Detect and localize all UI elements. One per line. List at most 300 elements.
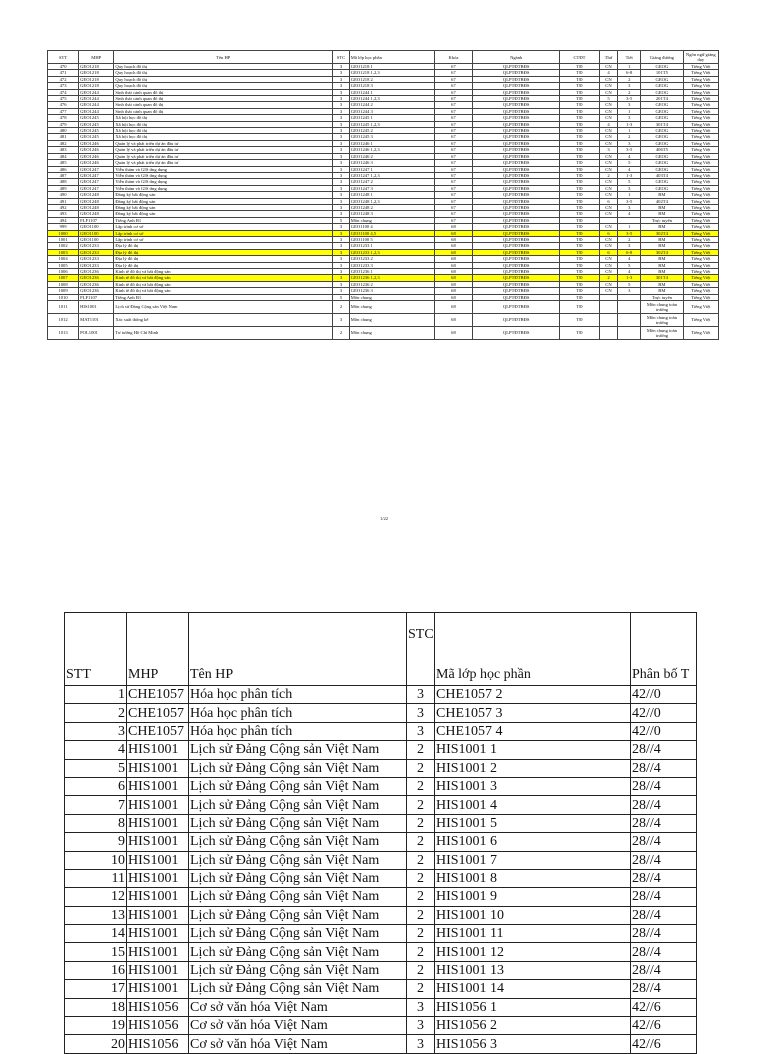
cell-tiet: 1	[618, 108, 641, 114]
header-ten-hp: Tên HP	[114, 51, 333, 64]
cell-mhp: HIS1001	[127, 741, 189, 759]
cell-mhp: GEO1233	[79, 262, 114, 268]
cell-mhp: HIS1001	[127, 869, 189, 887]
cell-ma-lop: GEO1247 3	[349, 185, 434, 191]
cell-ma-lop: GEO1248 2	[349, 204, 434, 210]
cell-tiet: 6-8	[618, 249, 641, 255]
cell-ctdt: TĐ	[560, 83, 599, 89]
cell-giang-duong: 101T5	[641, 70, 684, 76]
cell-ten-hp: Viễn thám và GIS ứng dụng	[114, 179, 333, 185]
cell-ngon-ngu: Tiếng Việt	[683, 204, 718, 210]
cell-stt: 19	[65, 1017, 127, 1035]
cell-ten-hp: Lịch sử Đảng Cộng sản Việt Nam	[189, 925, 407, 943]
cell-tiet	[618, 314, 641, 327]
cell-tiet: 4	[618, 211, 641, 217]
cell-ngon-ngu: Tiếng Việt	[683, 217, 718, 223]
cell-stt: 7	[65, 796, 127, 814]
cell-ctdt: TĐ	[560, 64, 599, 70]
cell-nganh: QLPTĐTBĐS	[473, 172, 560, 178]
cell-ngon-ngu: Tiếng Việt	[683, 160, 718, 166]
cell-stc: 3	[333, 211, 350, 217]
cell-tiet	[618, 327, 641, 340]
cell-ma-lop: GEO1244 1	[349, 89, 434, 95]
cell-thu: CN	[599, 166, 618, 172]
cell-stc: 3	[333, 70, 350, 76]
cell-phan-bo: 28//4	[631, 851, 697, 869]
cell-ma-lop: GEO1236 2	[349, 281, 434, 287]
cell-nganh: QLPTĐTBĐS	[473, 83, 560, 89]
cell-tiet: 1	[618, 64, 641, 70]
cell-mhp: GEO1233	[79, 249, 114, 255]
cell-thu: 5	[599, 96, 618, 102]
cell-khoa: 67	[434, 89, 472, 95]
cell-khoa: 67	[434, 147, 472, 153]
cell-khoa: 67	[434, 185, 472, 191]
cell-stt: 1011	[48, 301, 79, 314]
cell-ctdt: TĐ	[560, 166, 599, 172]
cell-mhp: HIS1001	[127, 906, 189, 924]
cell-ctdt: TĐ	[560, 121, 599, 127]
cell-thu: 6	[599, 230, 618, 236]
cell-khoa: 67	[434, 160, 472, 166]
cell-tiet: 5	[618, 281, 641, 287]
header-ma-lop: Mã lớp học phần	[435, 613, 631, 686]
cell-tiet: 6-8	[618, 70, 641, 76]
cell-khoa: 67	[434, 211, 472, 217]
cell-stt: 13	[65, 906, 127, 924]
cell-ten-hp: Cơ sở văn hóa Việt Nam	[189, 998, 407, 1016]
cell-ma-lop: GEO1246 3	[349, 160, 434, 166]
cell-stc: 3	[333, 108, 350, 114]
cell-ctdt: TĐ	[560, 70, 599, 76]
cell-ten-hp: Kinh tế đô thị và bất động sản	[114, 288, 333, 294]
cell-ngon-ngu: Tiếng Việt	[683, 102, 718, 108]
table-row	[65, 1035, 697, 1053]
cell-thu: CN	[599, 204, 618, 210]
cell-stc: 2	[407, 980, 435, 998]
cell-giang-duong: GEOG	[641, 140, 684, 146]
cell-nganh: QLPTĐTBĐS	[473, 243, 560, 249]
cell-stc: 3	[333, 160, 350, 166]
cell-tiet: 3-5	[618, 96, 641, 102]
cell-ma-lop: Môn chung	[349, 294, 434, 300]
cell-thu: CN	[599, 153, 618, 159]
cell-tiet: 3	[618, 288, 641, 294]
header-ngon-ngu: Ngôn ngữ giảng dạy	[683, 51, 718, 64]
cell-giang-duong: BM	[641, 262, 684, 268]
cell-ma-lop: GEO1244 1,2,3	[349, 96, 434, 102]
cell-ngon-ngu: Tiếng Việt	[683, 140, 718, 146]
cell-stt: 2	[65, 704, 127, 722]
cell-mhp: HIS1001	[127, 777, 189, 795]
cell-nganh: QLPTĐTBĐS	[473, 281, 560, 287]
cell-tiet: 3	[618, 140, 641, 146]
cell-ma-lop: HIS1056 1	[435, 998, 631, 1016]
cell-giang-duong: GEOG	[641, 64, 684, 70]
cell-stt: 487	[48, 172, 79, 178]
cell-stt: 1004	[48, 256, 79, 262]
cell-mhp: CHE1057	[127, 722, 189, 740]
cell-ma-lop: CHE1057 3	[435, 704, 631, 722]
cell-stt: 470	[48, 64, 79, 70]
cell-stc: 3	[333, 76, 350, 82]
cell-stc: 3	[333, 198, 350, 204]
cell-ten-hp: Quản lý và phát triển dự án đầu tư	[114, 153, 333, 159]
cell-mhp: GEO1247	[79, 185, 114, 191]
cell-ten-hp: Tiếng Anh B1	[114, 217, 333, 223]
cell-ten-hp: Xã hội học đô thị	[114, 128, 333, 134]
cell-giang-duong: Môn chung toàn trường	[641, 301, 684, 314]
header-mhp: MHP	[79, 51, 114, 64]
cell-ngon-ngu: Tiếng Việt	[683, 121, 718, 127]
cell-phan-bo: 42//6	[631, 1017, 697, 1035]
cell-giang-duong: BM	[641, 224, 684, 230]
cell-ma-lop: GEO1244 2	[349, 102, 434, 108]
cell-ma-lop: GEO1246 1,2,3	[349, 147, 434, 153]
cell-mhp: GEO1245	[79, 134, 114, 140]
cell-ten-hp: Lịch sử Đảng Cộng sản Việt Nam	[189, 759, 407, 777]
cell-phan-bo: 28//4	[631, 833, 697, 851]
cell-ten-hp: Hóa học phân tích	[189, 704, 407, 722]
cell-ten-hp: Lập trình cơ sở	[114, 236, 333, 242]
cell-stc: 2	[333, 301, 350, 314]
cell-stt: 473	[48, 83, 79, 89]
cell-stt: 1	[65, 686, 127, 704]
cell-stc: 3	[333, 121, 350, 127]
schedule-table-1	[47, 50, 719, 340]
cell-mhp: HIS1001	[79, 301, 114, 314]
cell-ten-hp: Viễn thám và GIS ứng dụng	[114, 172, 333, 178]
cell-stc: 2	[407, 796, 435, 814]
cell-ngon-ngu: Tiếng Việt	[683, 128, 718, 134]
cell-phan-bo: 28//4	[631, 980, 697, 998]
cell-ten-hp: Tiếng Anh B1	[114, 294, 333, 300]
cell-thu: 2	[599, 275, 618, 281]
cell-giang-duong: BM	[641, 256, 684, 262]
cell-stc: 3	[407, 1035, 435, 1053]
cell-ngon-ngu: Tiếng Việt	[683, 198, 718, 204]
cell-stt: 20	[65, 1035, 127, 1053]
cell-ten-hp: Sinh thái cảnh quan đô thị	[114, 89, 333, 95]
cell-ngon-ngu: Tiếng Việt	[683, 172, 718, 178]
cell-mhp: GEO1245	[79, 121, 114, 127]
cell-mhp: GEO1244	[79, 96, 114, 102]
cell-mhp: GEO1244	[79, 102, 114, 108]
cell-stc: 3	[333, 172, 350, 178]
cell-stc: 2	[407, 851, 435, 869]
cell-nganh: QLPTĐTBĐS	[473, 185, 560, 191]
cell-stt: 1002	[48, 243, 79, 249]
cell-khoa: 68	[434, 224, 472, 230]
cell-mhp: GEO1247	[79, 166, 114, 172]
cell-khoa: 68	[434, 288, 472, 294]
cell-nganh: QLPTĐTBĐS	[473, 224, 560, 230]
cell-phan-bo: 28//4	[631, 869, 697, 887]
cell-ctdt: TĐ	[560, 198, 599, 204]
cell-khoa: 67	[434, 179, 472, 185]
table-row	[65, 722, 697, 740]
cell-ngon-ngu: Tiếng Việt	[683, 288, 718, 294]
cell-thu: CN	[599, 288, 618, 294]
cell-mhp: HIS1001	[127, 833, 189, 851]
cell-giang-duong: BM	[641, 192, 684, 198]
header-ma-lop: Mã lớp học phần	[349, 51, 434, 64]
cell-nganh: QLPTĐTBĐS	[473, 70, 560, 76]
cell-stc: 3	[333, 185, 350, 191]
cell-ma-lop: GEO1218 3	[349, 83, 434, 89]
cell-thu: CN	[599, 64, 618, 70]
table-row	[48, 301, 719, 314]
cell-phan-bo: 28//4	[631, 906, 697, 924]
cell-ten-hp: Quy hoạch đô thị	[114, 83, 333, 89]
header-row	[48, 51, 719, 64]
cell-stc: 3	[333, 249, 350, 255]
cell-mhp: GEO1244	[79, 89, 114, 95]
cell-stc: 3	[333, 64, 350, 70]
cell-stt: 18	[65, 998, 127, 1016]
cell-stc: 3	[333, 230, 350, 236]
cell-mhp: GEO1245	[79, 128, 114, 134]
cell-ten-hp: Lịch sử Đảng Cộng sản Việt Nam	[189, 777, 407, 795]
cell-ctdt: TĐ	[560, 249, 599, 255]
cell-khoa: 68	[434, 327, 472, 340]
cell-tiet: 4	[618, 166, 641, 172]
cell-giang-duong: Môn chung toàn trường	[641, 314, 684, 327]
cell-ngon-ngu: Tiếng Việt	[683, 147, 718, 153]
cell-stc: 2	[407, 888, 435, 906]
cell-khoa: 68	[434, 262, 472, 268]
cell-nganh: QLPTĐTBĐS	[473, 192, 560, 198]
cell-ngon-ngu: Tiếng Việt	[683, 256, 718, 262]
cell-ten-hp: Quy hoạch đô thị	[114, 64, 333, 70]
cell-nganh: QLPTĐTBĐS	[473, 198, 560, 204]
cell-ngon-ngu: Tiếng Việt	[683, 262, 718, 268]
cell-khoa: 67	[434, 121, 472, 127]
cell-thu	[599, 327, 618, 340]
cell-stt: 14	[65, 925, 127, 943]
cell-nganh: QLPTĐTBĐS	[473, 327, 560, 340]
cell-nganh: QLPTĐTBĐS	[473, 236, 560, 242]
page-number: 1/22	[379, 516, 388, 521]
cell-stt: 483	[48, 147, 79, 153]
table-row	[65, 686, 697, 704]
cell-stt: 1000	[48, 230, 79, 236]
cell-ten-hp: Lập trình cơ sở	[114, 224, 333, 230]
cell-stt: 494	[48, 217, 79, 223]
cell-ma-lop: GEO1248 1	[349, 192, 434, 198]
cell-nganh: QLPTĐTBĐS	[473, 76, 560, 82]
cell-ngon-ngu: Tiếng Việt	[683, 249, 718, 255]
cell-ngon-ngu: Tiếng Việt	[683, 269, 718, 275]
cell-mhp: HIS1001	[127, 961, 189, 979]
cell-stc: 2	[407, 869, 435, 887]
cell-tiet: 2	[618, 89, 641, 95]
cell-ten-hp: Cơ sở văn hóa Việt Nam	[189, 1017, 407, 1035]
table-row	[65, 704, 697, 722]
table-row	[48, 314, 719, 327]
cell-phan-bo: 28//4	[631, 759, 697, 777]
cell-ctdt: TĐ	[560, 89, 599, 95]
cell-stt: 481	[48, 134, 79, 140]
cell-stt: 1009	[48, 288, 79, 294]
header-giang-duong: Giảng đường	[641, 51, 684, 64]
cell-stc: 2	[407, 906, 435, 924]
cell-stc: 3	[333, 281, 350, 287]
cell-mhp: POL1001	[79, 327, 114, 340]
table-row	[65, 1017, 697, 1035]
cell-ctdt: TĐ	[560, 153, 599, 159]
cell-ten-hp: Lịch sử Đảng Cộng sản Việt Nam	[189, 869, 407, 887]
cell-phan-bo: 28//4	[631, 888, 697, 906]
cell-ten-hp: Quy hoạch đô thị	[114, 76, 333, 82]
cell-ngon-ngu: Tiếng Việt	[683, 134, 718, 140]
cell-khoa: 67	[434, 102, 472, 108]
cell-stt: 476	[48, 102, 79, 108]
cell-nganh: QLPTĐTBĐS	[473, 230, 560, 236]
cell-giang-duong: GEOG	[641, 115, 684, 121]
schedule-page-1	[47, 50, 719, 340]
cell-giang-duong: 403T4	[641, 172, 684, 178]
cell-tiet: 4	[618, 256, 641, 262]
cell-stt: 1013	[48, 327, 79, 340]
cell-nganh: QLPTĐTBĐS	[473, 64, 560, 70]
cell-giang-duong: Môn chung toàn trường	[641, 327, 684, 340]
cell-ngon-ngu: Tiếng Việt	[683, 179, 718, 185]
cell-ctdt: TĐ	[560, 275, 599, 281]
table-row	[65, 961, 697, 979]
cell-giang-duong: 201T4	[641, 96, 684, 102]
cell-nganh: QLPTĐTBĐS	[473, 204, 560, 210]
cell-stt: 488	[48, 179, 79, 185]
cell-giang-duong: 301T4	[641, 275, 684, 281]
cell-giang-duong: Trực tuyến	[641, 294, 684, 300]
cell-ctdt: TĐ	[560, 76, 599, 82]
cell-stc: 5	[333, 294, 350, 300]
cell-stc: 2	[407, 961, 435, 979]
cell-ngon-ngu: Tiếng Việt	[683, 224, 718, 230]
cell-nganh: QLPTĐTBĐS	[473, 275, 560, 281]
cell-ma-lop: Môn chung	[349, 314, 434, 327]
cell-stt: 5	[65, 759, 127, 777]
header-tiet: Tiết	[618, 51, 641, 64]
cell-tiet: 2	[618, 76, 641, 82]
cell-ten-hp: Địa lý đô thị	[114, 256, 333, 262]
cell-ma-lop: GEO1100 5	[349, 236, 434, 242]
header-nganh: Ngành	[473, 51, 560, 64]
cell-mhp: GEO1248	[79, 198, 114, 204]
cell-ngon-ngu: Tiếng Việt	[683, 166, 718, 172]
cell-stc: 3	[333, 275, 350, 281]
cell-giang-duong: BM	[641, 204, 684, 210]
cell-mhp: HIS1001	[127, 814, 189, 832]
cell-stc: 3	[407, 722, 435, 740]
cell-mhp: GEO1218	[79, 64, 114, 70]
cell-stt: 1007	[48, 275, 79, 281]
cell-ctdt: TĐ	[560, 327, 599, 340]
cell-mhp: GEO1218	[79, 83, 114, 89]
cell-mhp: HIS1056	[127, 1017, 189, 1035]
cell-nganh: QLPTĐTBĐS	[473, 217, 560, 223]
cell-mhp: GEO1247	[79, 179, 114, 185]
cell-stt: 1012	[48, 314, 79, 327]
cell-mhp: FLF1107	[79, 217, 114, 223]
cell-khoa: 68	[434, 243, 472, 249]
cell-nganh: QLPTĐTBĐS	[473, 301, 560, 314]
cell-ctdt: TĐ	[560, 192, 599, 198]
cell-stc: 2	[407, 943, 435, 961]
header-mhp: MHP	[127, 613, 189, 686]
cell-stt: 12	[65, 888, 127, 906]
cell-mhp: HIS1001	[127, 943, 189, 961]
cell-tiet: 1-3	[618, 172, 641, 178]
cell-tiet: 1	[618, 192, 641, 198]
cell-mhp: HIS1056	[127, 1035, 189, 1053]
cell-mhp: GEO1236	[79, 288, 114, 294]
cell-nganh: QLPTĐTBĐS	[473, 179, 560, 185]
cell-stc: 3	[333, 314, 350, 327]
cell-ten-hp: Quản lý và phát triển dự án đầu tư	[114, 160, 333, 166]
cell-ma-lop: GEO1233 3	[349, 262, 434, 268]
cell-ngon-ngu: Tiếng Việt	[683, 115, 718, 121]
cell-mhp: HIS1001	[127, 888, 189, 906]
cell-ma-lop: GEO1245 1	[349, 115, 434, 121]
cell-ten-hp: Đăng ký bất động sản	[114, 204, 333, 210]
cell-ten-hp: Lịch sử Đảng Cộng sản Việt Nam	[114, 301, 333, 314]
cell-mhp: GEO1218	[79, 76, 114, 82]
cell-thu: CN	[599, 256, 618, 262]
cell-ma-lop: HIS1001 6	[435, 833, 631, 851]
cell-ten-hp: Sinh thái cảnh quan đô thị	[114, 102, 333, 108]
table-row	[65, 906, 697, 924]
header-stc: STC	[407, 613, 435, 686]
cell-ctdt: TĐ	[560, 204, 599, 210]
cell-tiet: 3	[618, 102, 641, 108]
cell-giang-duong: BM	[641, 281, 684, 287]
cell-ctdt: TĐ	[560, 172, 599, 178]
cell-mhp: HIS1001	[127, 980, 189, 998]
cell-stt: 489	[48, 185, 79, 191]
cell-khoa: 68	[434, 230, 472, 236]
cell-giang-duong: GEOG	[641, 179, 684, 185]
cell-phan-bo: 28//4	[631, 925, 697, 943]
cell-ten-hp: Hóa học phân tích	[189, 722, 407, 740]
cell-khoa: 67	[434, 217, 472, 223]
cell-ma-lop: GEO1246 2	[349, 153, 434, 159]
cell-stt: 9	[65, 833, 127, 851]
cell-ctdt: TĐ	[560, 314, 599, 327]
cell-nganh: QLPTĐTBĐS	[473, 262, 560, 268]
cell-ngon-ngu: Tiếng Việt	[683, 294, 718, 300]
cell-giang-duong: GEOG	[641, 185, 684, 191]
cell-khoa: 68	[434, 249, 472, 255]
cell-ten-hp: Địa lý đô thị	[114, 262, 333, 268]
cell-giang-duong: 406T5	[641, 147, 684, 153]
table-row	[65, 814, 697, 832]
cell-nganh: QLPTĐTBĐS	[473, 211, 560, 217]
cell-ten-hp: Viễn thám và GIS ứng dụng	[114, 166, 333, 172]
cell-stc: 3	[333, 288, 350, 294]
cell-phan-bo: 42//6	[631, 998, 697, 1016]
cell-stt: 1008	[48, 281, 79, 287]
cell-khoa: 67	[434, 70, 472, 76]
cell-stc: 3	[333, 128, 350, 134]
cell-stc: 3	[333, 115, 350, 121]
cell-nganh: QLPTĐTBĐS	[473, 128, 560, 134]
cell-mhp: GEO1100	[79, 224, 114, 230]
cell-ctdt: TĐ	[560, 185, 599, 191]
cell-khoa: 67	[434, 83, 472, 89]
cell-stc: 3	[333, 134, 350, 140]
